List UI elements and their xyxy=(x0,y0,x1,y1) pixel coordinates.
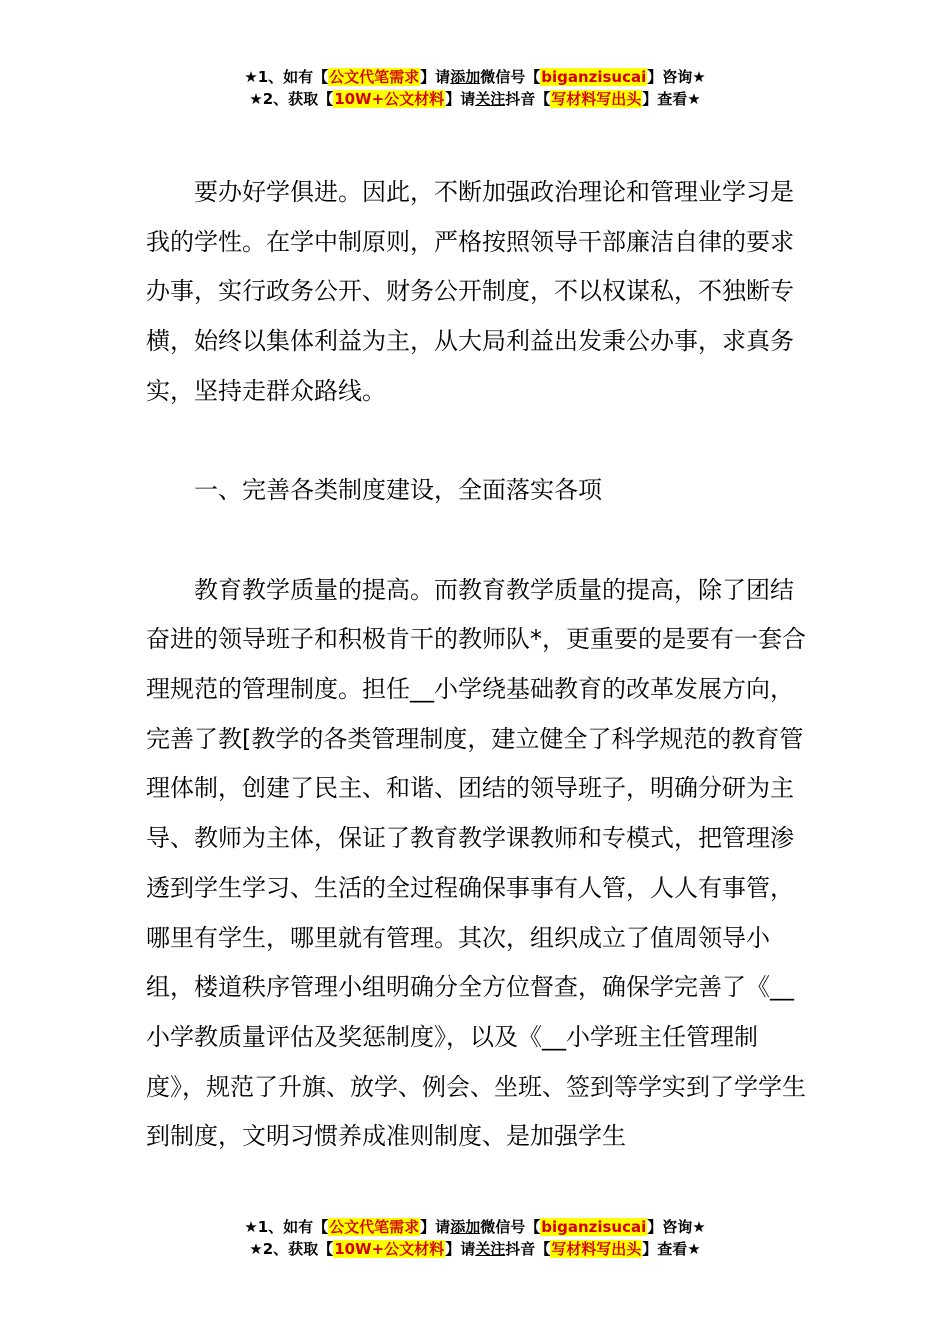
banner-text: 】查看★ xyxy=(642,1240,701,1258)
document-body xyxy=(146,168,808,1162)
section-heading: 一、完善各类制度建设，全面落实各项 xyxy=(194,476,602,505)
paragraph-2: 教育教学质量的提高。而教育教学质量的提高，除了团结奋进的领导班子和积极肯干的教师队*，更重要的是要有一套合理规范的管理制度。担任__小学绕基础教育的改革发展方向，完善了教[教学的各类管理制度，建立健全了科学规范的教育管理体制，创建了民主、和谐、团结的领导班子，明确分研为主导、教师为主体，保证了教育教学课教师和专模式，把管理渗透到学生学习、生活的全过程确保事事有人管，人人有事管，哪里有学生，哪里就有管理。其次，组织成立了值周领导小组，楼道秩序管理小组明确分全方位督查，确保学完善了《__小学教质量评估及奖惩制度》，以及《__小学班主任管理制度》，规范了升旗、放学、例会、坐班、签到等学实到了学学生到制度，文明习惯养成准则制度、是加强学生 xyxy=(146,575,806,1151)
banner-text: ★2、获取【 xyxy=(249,90,334,108)
banner-underline: 添加 xyxy=(450,1218,481,1236)
banner-highlight: 10W+公文材料 xyxy=(334,90,445,108)
banner-text: 】咨询★ xyxy=(647,1218,706,1236)
promo-banner-bottom xyxy=(0,1216,950,1260)
banner-highlight: 公文代笔需求 xyxy=(329,68,420,86)
banner-line-2 xyxy=(0,1238,950,1260)
banner-line-1 xyxy=(0,66,950,88)
paragraph-gap xyxy=(146,516,808,566)
banner-text: 】请 xyxy=(445,1240,476,1258)
banner-text: 】咨询★ xyxy=(647,68,706,86)
banner-text: ★1、如有【 xyxy=(244,68,329,86)
banner-text: 抖音【 xyxy=(505,1240,551,1258)
banner-text: 微信号【 xyxy=(480,1218,541,1236)
banner-highlight: 写材料写出头 xyxy=(551,90,642,108)
banner-highlight: 写材料写出头 xyxy=(551,1240,642,1258)
banner-text: ★2、获取【 xyxy=(249,1240,334,1258)
banner-highlight: 公文代笔需求 xyxy=(329,1218,420,1236)
banner-text: 】查看★ xyxy=(642,90,701,108)
promo-banner-top xyxy=(0,66,950,110)
banner-text: 】请 xyxy=(445,90,476,108)
banner-highlight: biganzisucai xyxy=(541,68,647,86)
paragraph-gap xyxy=(146,417,808,467)
banner-text: 】请 xyxy=(420,68,451,86)
banner-line-2 xyxy=(0,88,950,110)
banner-underline: 关注 xyxy=(475,1240,506,1258)
banner-highlight: biganzisucai xyxy=(541,1218,647,1236)
paragraph-1: 要办好学俱进。因此，不断加强政治理论和管理业学习是我的学性。在学中制原则，严格按照领导干部廉洁自律的要求办事，实行政务公开、财务公开制度，不以权谋私，不独断专横，始终以集体利益为主，从大局利益出发秉公办事，求真务实，坚持走群众路线。 xyxy=(146,178,794,405)
banner-text: 】请 xyxy=(420,1218,451,1236)
banner-highlight: 10W+公文材料 xyxy=(334,1240,445,1258)
banner-underline: 关注 xyxy=(475,90,506,108)
banner-text: 抖音【 xyxy=(505,90,551,108)
banner-text: ★1、如有【 xyxy=(244,1218,329,1236)
banner-text: 微信号【 xyxy=(480,68,541,86)
banner-underline: 添加 xyxy=(450,68,481,86)
banner-line-1 xyxy=(0,1216,950,1238)
